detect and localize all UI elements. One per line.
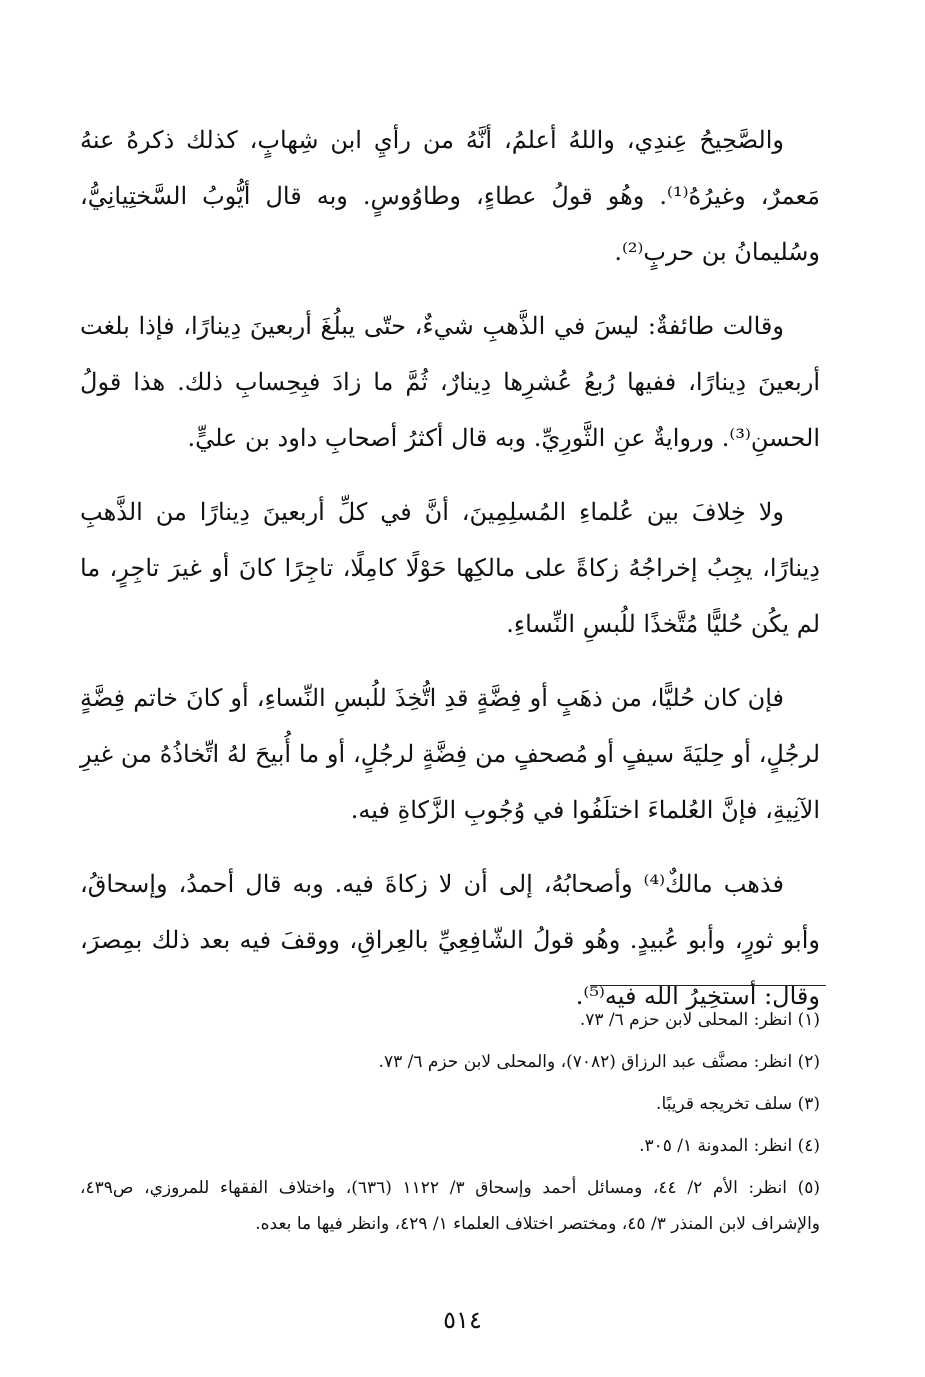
paragraph: والصَّحِيحُ عِندِي، واللهُ أعلمُ، أنَّهُ من رأيِ ابن شِهابٍ، كذلك ذكرهُ عنهُ مَعمرٌ، وغيرُهُ⁽¹⁾. وهُو قولُ عطاءٍ، وطاوُوسٍ. وبه قال أيُّوبُ السَّختِيانِيُّ، وسُليمانُ بن حربٍ⁽²⁾. (80, 126, 820, 266)
page-number: ٥١٤ (443, 1306, 482, 1334)
footnote: (١) انظر: المحلى لابن حزم ٦/ ٧٣. (579, 1010, 820, 1030)
main-text (80, 112, 820, 1042)
footnote: (٢) انظر: مصنَّف عبد الرزاق (٧٠٨٢)، والمحلى لابن حزم ٦/ ٧٣. (378, 1052, 820, 1072)
footnote: (٣) سلف تخريجه قريبًا. (656, 1094, 820, 1114)
footnote-separator (590, 985, 826, 986)
paragraph: فذهب مالكٌ⁽⁴⁾ وأصحابُهُ، إلى أن لا زكاةَ فيه. وبه قال أحمدُ، وإسحاقُ، وأبو ثورٍ، وأبو عُبيدٍ. وهُو قولُ الشّافِعِيِّ بالعِراقِ، ووقفَ فيه بعد ذلك بمِصرَ، وقال: أستخِيرُ الله فيه⁽⁵⁾. (80, 870, 820, 1010)
footnote: (٤) انظر: المدونة ١/ ٣٠٥. (639, 1136, 820, 1156)
paragraph: وقالت طائفةٌ: ليسَ في الذَّهبِ شيءٌ، حتّى يبلُغَ أربعينَ دِينارًا، فإذا بلغت أربعينَ دِينارًا، ففيها رُبعُ عُشرِها دِينارٌ، ثُمَّ ما زادَ فبِحِسابِ ذلك. هذا قولُ الحسنِ⁽³⁾. وروايةٌ عنِ الثَّورِيِّ. وبه قال أكثرُ أصحابِ داود بن عليٍّ. (80, 312, 820, 452)
paragraph: ولا خِلافَ بين عُلماءِ المُسلِمِينَ، أنَّ في كلِّ أربعينَ دِينارًا من الذَّهبِ دِينارًا، يجِبُ إخراجُهُ زكاةً على مالكِها حَوْلًا كامِلًا، تاجِرًا كانَ أو غيرَ تاجِرٍ، ما لم يكُن حُليًّا مُتَّخذًا للُبسِ النِّساءِ. (80, 498, 820, 638)
paragraph: فإن كان حُليًّا، من ذهَبٍ أو فِضَّةٍ قدِ اتُّخِذَ للُبسِ النِّساءِ، أو كانَ خاتم فِضَّةٍ لرجُلٍ، أو حِليَةَ سيفٍ أو مُصحفٍ من فِضَّةٍ لرجُلٍ، أو ما أُبيحَ لهُ اتِّخاذُهُ من غيرِ الآنِيةِ، فإنَّ العُلماءَ اختلَفُوا في وُجُوبِ الزَّكاةِ فيه. (80, 684, 821, 824)
footnote: (٥) انظر: الأم ٢/ ٤٤، ومسائل أحمد وإسحاق ٣/ ١١٢٢ (٦٣٦)، واختلاف الفقهاء للمروزي، ص٤٣٩، والإشراف لابن المنذر ٣/ ٤٥، ومختصر اختلاف العلماء ١/ ٤٢٩، وانظر فيها ما بعده. (80, 1178, 820, 1234)
footnotes (80, 1002, 820, 1248)
